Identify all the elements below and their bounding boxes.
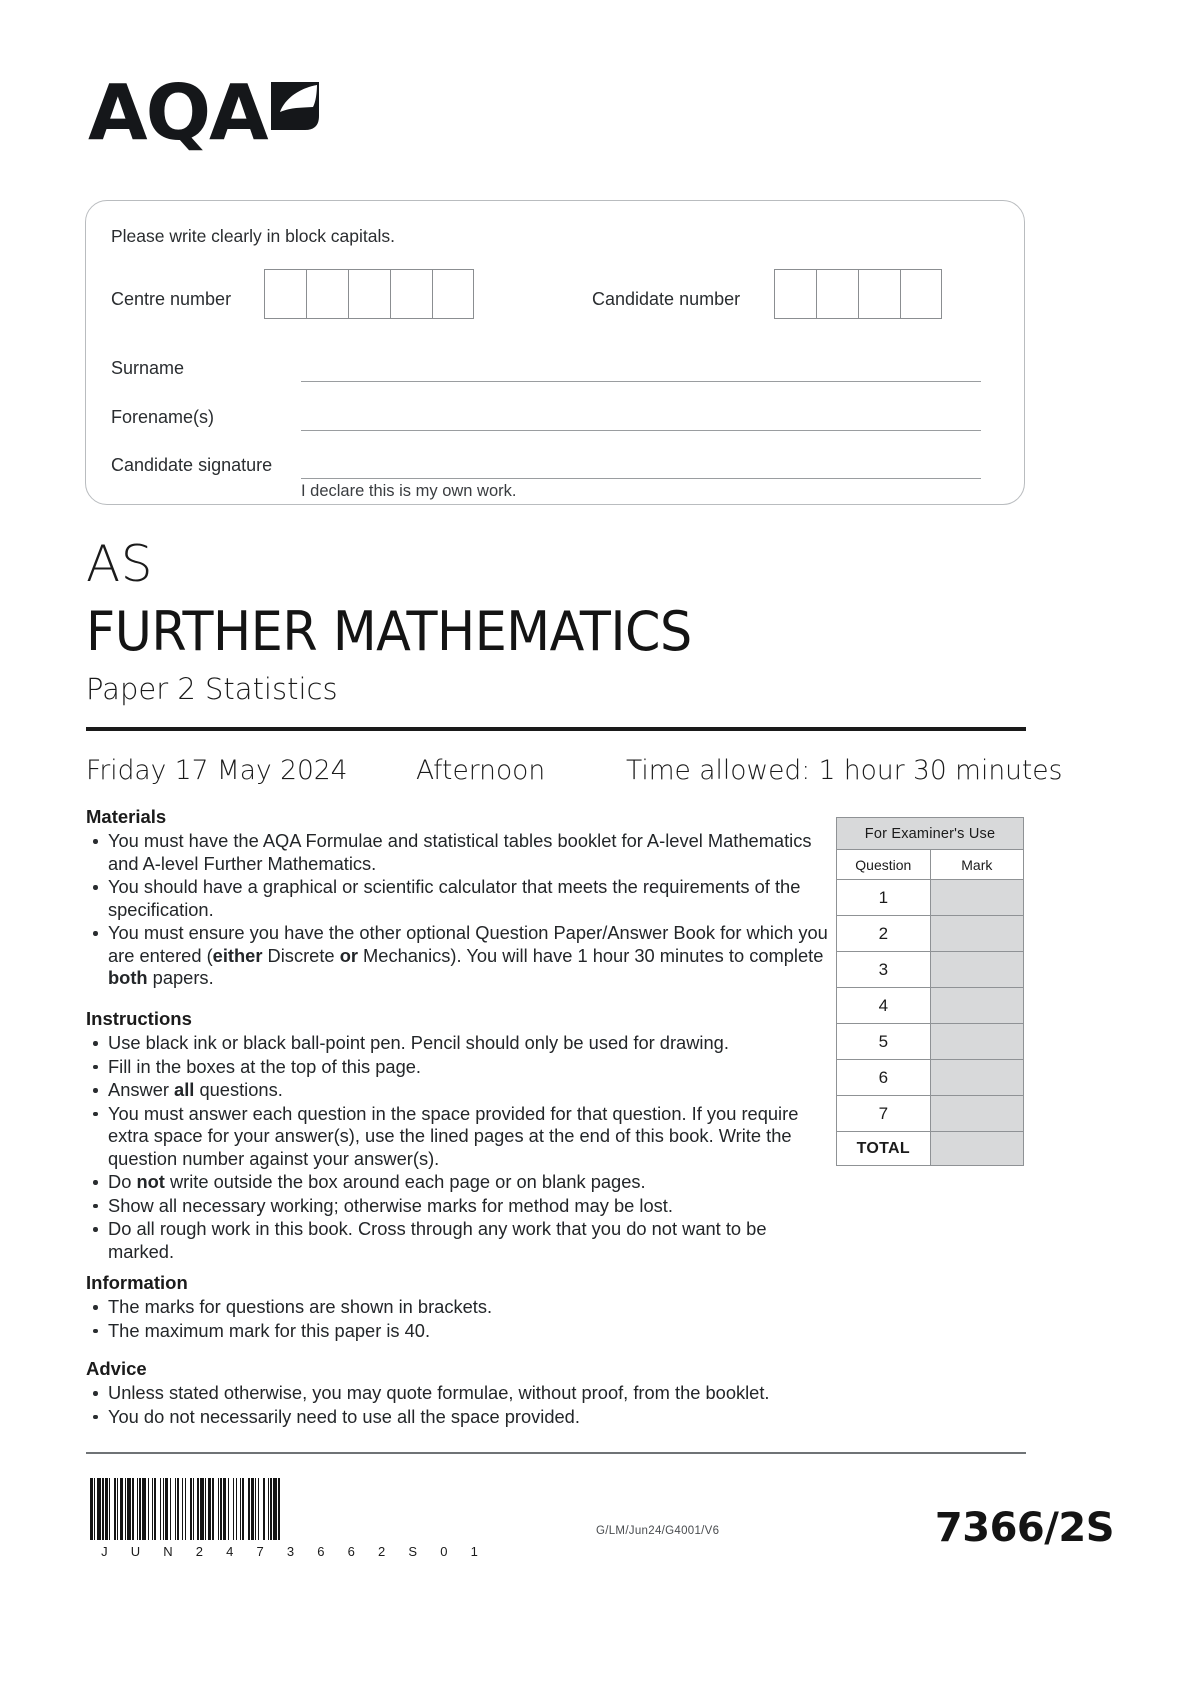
centre-number-input[interactable] <box>264 269 474 319</box>
candidate-number-cell[interactable] <box>900 269 942 319</box>
total-label: TOTAL <box>837 1132 931 1166</box>
centre-number-cell[interactable] <box>390 269 432 319</box>
mark-column-header: Mark <box>930 850 1023 880</box>
question-number: 6 <box>837 1060 931 1096</box>
signature-label: Candidate signature <box>111 455 273 475</box>
list-item: You should have a graphical or scientific calculator that meets the requirements of the specification. <box>86 876 831 921</box>
table-row <box>837 952 1024 988</box>
question-number: 7 <box>837 1096 931 1132</box>
table-row <box>837 880 1024 916</box>
mark-cell[interactable] <box>930 880 1023 916</box>
candidate-number-cell[interactable] <box>858 269 900 319</box>
materials-list <box>86 830 831 990</box>
block-capitals-note: Please write clearly in block capitals. <box>111 226 396 246</box>
list-item: Do not write outside the box around each page or on blank pages. <box>86 1171 831 1194</box>
declaration-text: I declare this is my own work. <box>301 482 517 500</box>
table-row <box>837 1132 1024 1166</box>
information-heading: Information <box>86 1272 188 1293</box>
centre-number-cell[interactable] <box>432 269 474 319</box>
list-item: You do not necessarily need to use all the space provided. <box>86 1406 831 1429</box>
list-item: Do all rough work in this book. Cross through any work that you do not want to be marked. <box>86 1218 831 1263</box>
barcode-digit: 0 <box>440 1544 449 1559</box>
barcode <box>90 1478 490 1540</box>
information-section <box>86 1272 831 1343</box>
list-item: Fill in the boxes at the top of this page. <box>86 1056 831 1079</box>
time-allowed: Time allowed: 1 hour 30 minutes <box>626 755 1063 786</box>
barcode-digit: J <box>101 1544 109 1559</box>
materials-section <box>86 806 831 991</box>
table-row <box>837 1024 1024 1060</box>
question-number: 1 <box>837 880 931 916</box>
list-item: Answer all questions. <box>86 1079 831 1102</box>
instructions-list <box>86 1032 831 1263</box>
table-row <box>837 988 1024 1024</box>
centre-number-cell[interactable] <box>348 269 390 319</box>
centre-number-cell[interactable] <box>306 269 348 319</box>
instructions-section <box>86 1008 831 1264</box>
barcode-digit: 1 <box>470 1544 479 1559</box>
question-number: 5 <box>837 1024 931 1060</box>
exam-date: Friday 17 May 2024 <box>86 755 348 786</box>
qualification-level: AS <box>86 535 153 593</box>
barcode-digit: 7 <box>256 1544 265 1559</box>
paper-code: 7366/2S <box>934 1505 1114 1551</box>
barcode-bar <box>280 1478 283 1540</box>
list-item: Unless stated otherwise, you may quote formulae, without proof, from the booklet. <box>86 1382 831 1405</box>
forename-field[interactable] <box>301 430 981 431</box>
question-number: 4 <box>837 988 931 1024</box>
question-column-header: Question <box>837 850 931 880</box>
barcode-digit: S <box>408 1544 419 1559</box>
advice-heading: Advice <box>86 1358 147 1379</box>
forename-label: Forename(s) <box>111 407 215 427</box>
leaf-icon <box>269 80 321 132</box>
candidate-details-box <box>85 200 1025 505</box>
list-item: Use black ink or black ball-point pen. Pencil should only be used for drawing. <box>86 1032 831 1055</box>
barcode-digit: 2 <box>378 1544 387 1559</box>
aqa-logo <box>88 69 321 158</box>
signature-field[interactable] <box>301 478 981 479</box>
candidate-number-label: Candidate number <box>592 289 741 309</box>
mark-cell[interactable] <box>930 988 1023 1024</box>
barcode-digit: N <box>163 1544 174 1559</box>
question-number: 3 <box>837 952 931 988</box>
list-item: You must have the AQA Formulae and statistical tables booklet for A-level Mathematics and A-level Further Mathematics. <box>86 830 831 875</box>
barcode-digit: 4 <box>226 1544 235 1559</box>
centre-number-label: Centre number <box>111 289 232 309</box>
examiner-table-body <box>837 818 1024 880</box>
candidate-number-cell[interactable] <box>816 269 858 319</box>
table-row <box>837 916 1024 952</box>
mark-cell[interactable] <box>930 916 1023 952</box>
document-code: G/LM/Jun24/G4001/V6 <box>596 1525 720 1537</box>
mark-cell[interactable] <box>930 952 1023 988</box>
instructions-heading: Instructions <box>86 1008 192 1029</box>
candidate-number-cell[interactable] <box>774 269 816 319</box>
examiner-total-row-body <box>837 1132 1024 1166</box>
examiner-table-title: For Examiner's Use <box>837 818 1024 850</box>
exam-session: Afternoon <box>416 755 546 786</box>
examiner-table-header-row <box>837 850 1024 880</box>
paper-title: Paper 2 Statistics <box>86 672 338 706</box>
surname-field[interactable] <box>301 381 981 382</box>
surname-label: Surname <box>111 358 185 378</box>
list-item: The marks for questions are shown in brackets. <box>86 1296 831 1319</box>
table-row <box>837 1096 1024 1132</box>
mark-cell[interactable] <box>930 1024 1023 1060</box>
candidate-number-input[interactable] <box>774 269 942 319</box>
mark-cell[interactable] <box>930 1096 1023 1132</box>
list-item: Show all necessary working; otherwise marks for method may be lost. <box>86 1195 831 1218</box>
list-item: You must answer each question in the space provided for that question. If you require extra space for your answer(s), use the lined pages at the end of this book. Write the question number against your answer(s). <box>86 1103 831 1171</box>
list-item: The maximum mark for this paper is 40. <box>86 1320 831 1343</box>
examiner-use-table <box>836 817 1024 1166</box>
mark-cell[interactable] <box>930 1060 1023 1096</box>
barcode-digit: U <box>130 1544 142 1559</box>
advice-list <box>86 1382 831 1428</box>
barcode-digit: 6 <box>347 1544 356 1559</box>
examiner-question-rows <box>837 880 1024 1132</box>
barcode-digit: 6 <box>317 1544 326 1559</box>
footer-divider <box>86 1452 1026 1454</box>
title-divider <box>86 727 1026 731</box>
total-mark-cell[interactable] <box>930 1132 1023 1166</box>
barcode-digit: 2 <box>195 1544 204 1559</box>
materials-heading: Materials <box>86 806 167 827</box>
barcode-digit: 3 <box>286 1544 296 1559</box>
question-number: 2 <box>837 916 931 952</box>
table-row <box>837 1060 1024 1096</box>
subject-title: FURTHER MATHEMATICS <box>86 600 692 663</box>
information-list <box>86 1296 831 1342</box>
aqa-logo-text: AQA <box>88 69 267 158</box>
examiner-table-title-row <box>837 818 1024 850</box>
list-item: You must ensure you have the other optional Question Paper/Answer Book for which you are entered (either Discrete or Mechanics). You will have 1 hour 30 minutes to complete both papers. <box>86 922 831 990</box>
centre-number-cell[interactable] <box>264 269 306 319</box>
exam-info-row <box>86 755 1063 795</box>
advice-section <box>86 1358 831 1429</box>
barcode-digits <box>90 1544 490 1559</box>
